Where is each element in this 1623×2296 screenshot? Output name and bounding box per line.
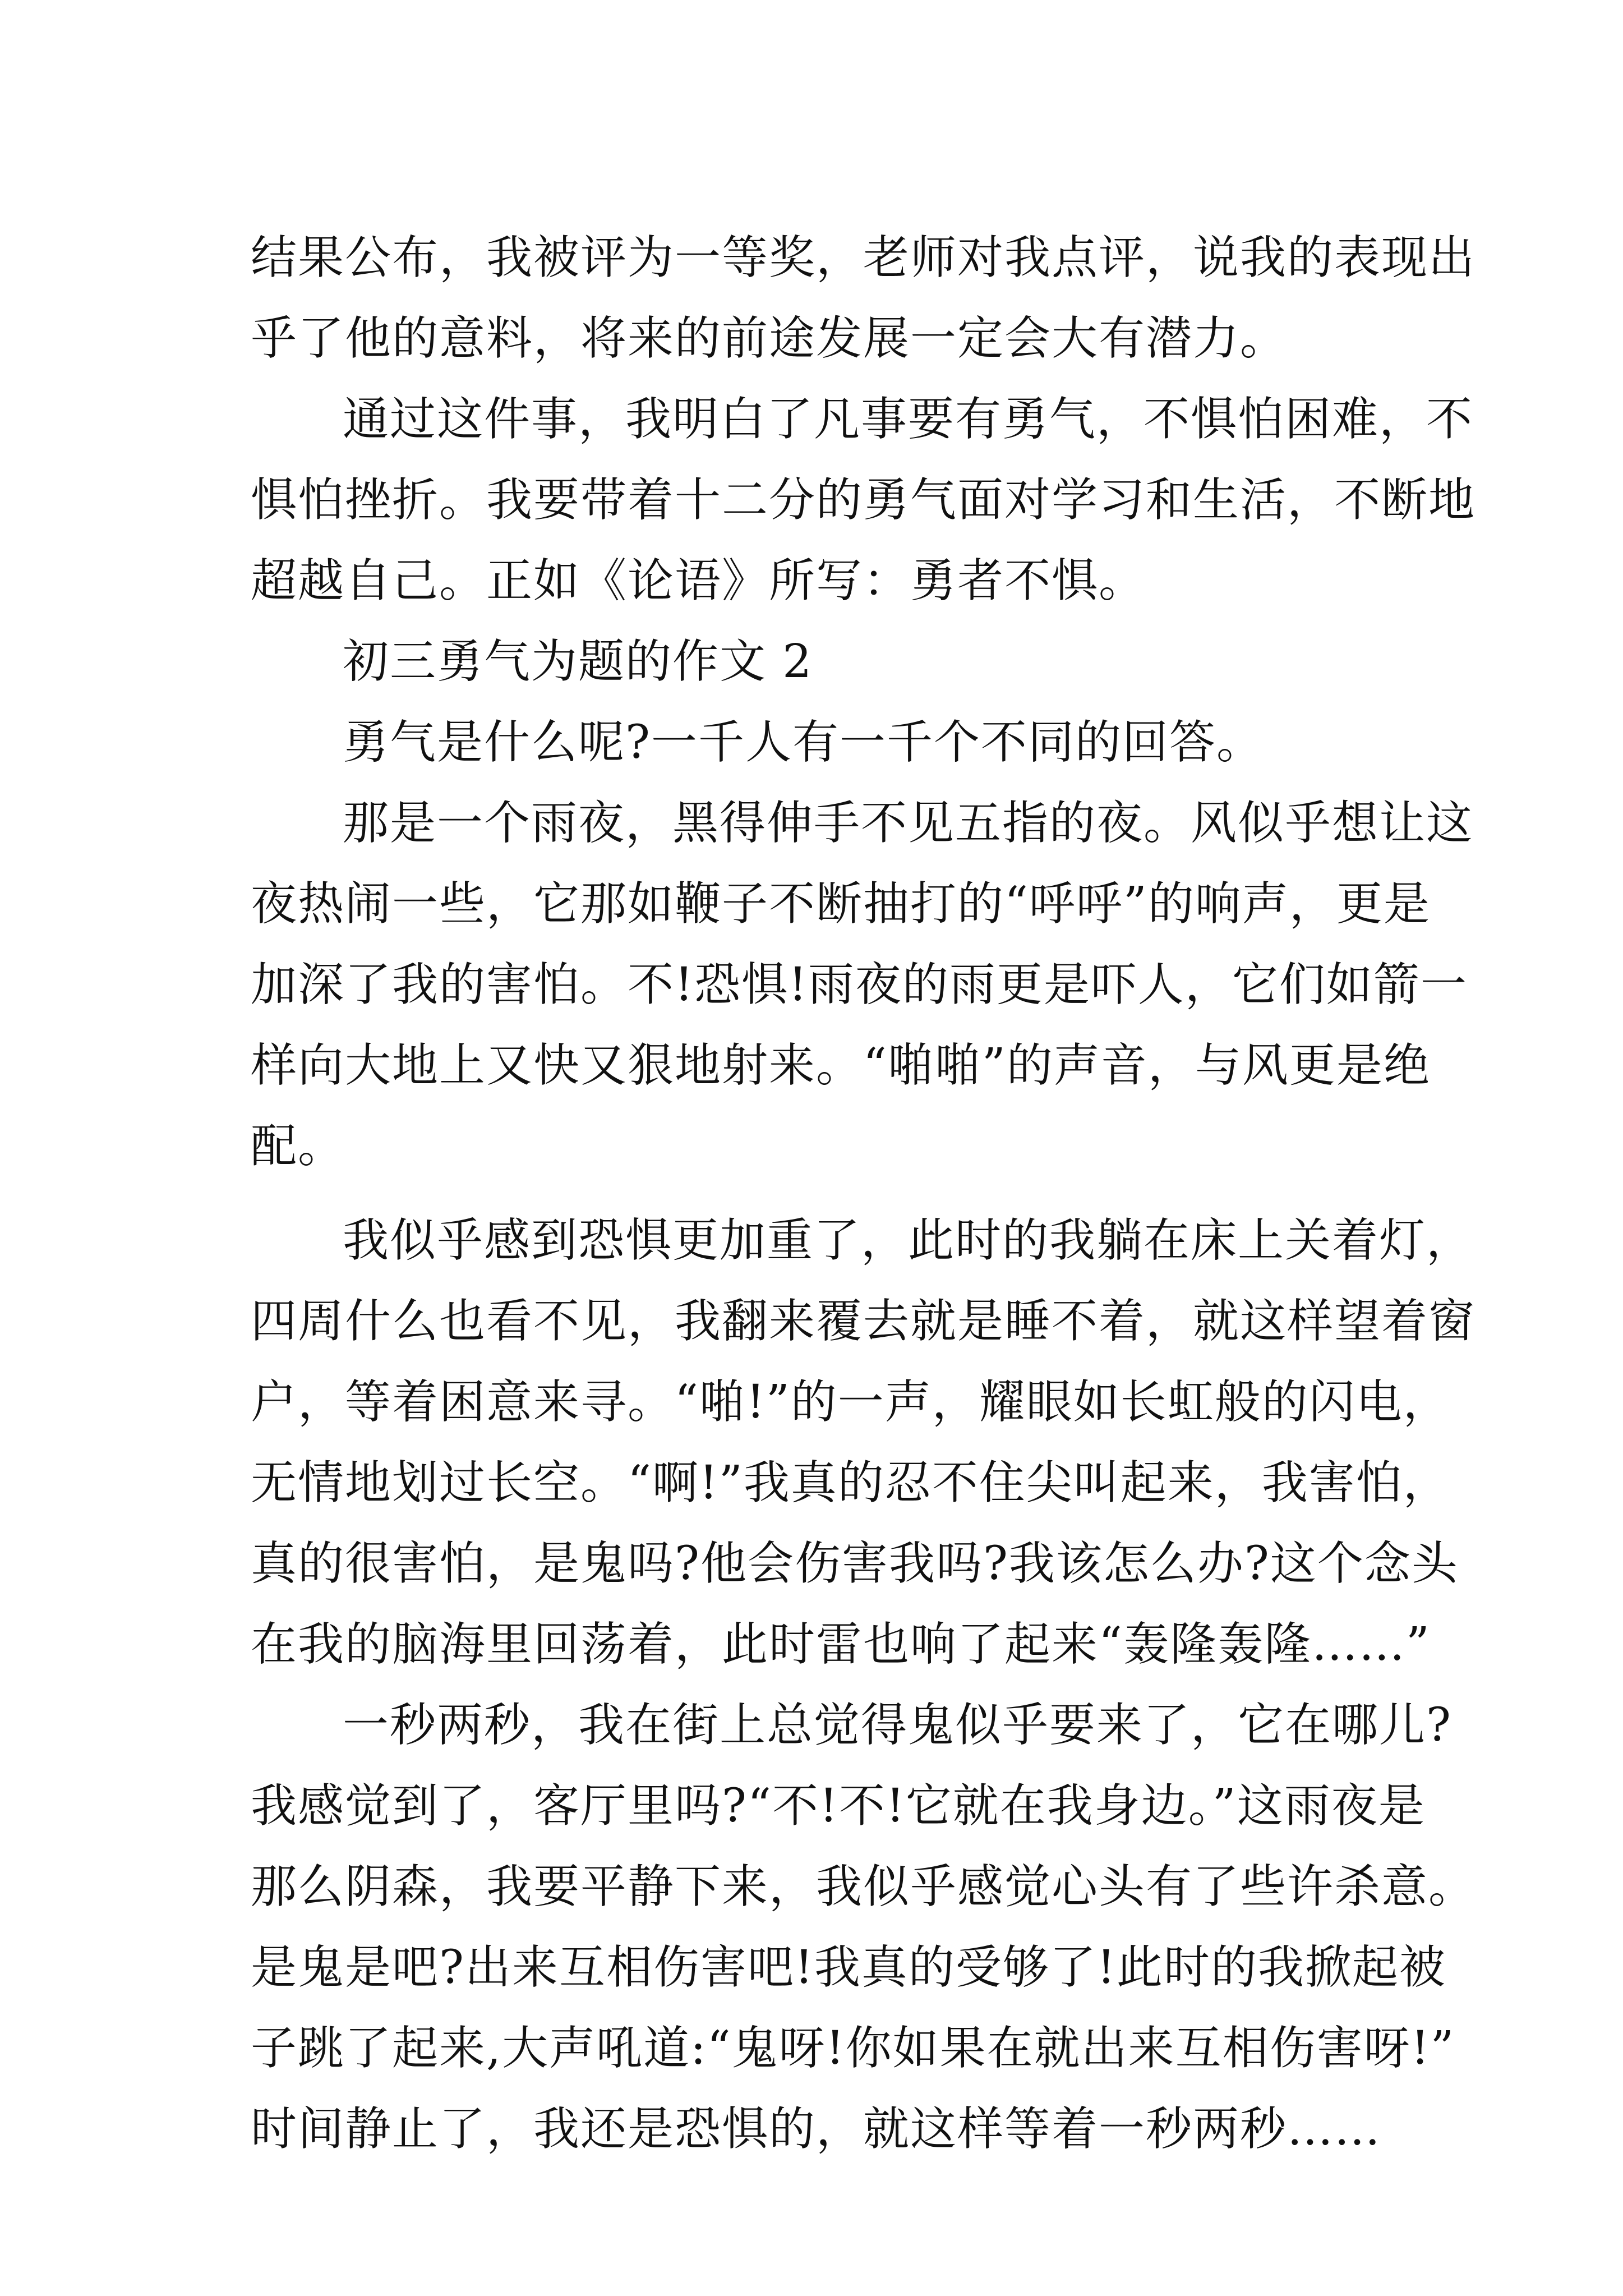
text-line: 样向大地上又快又狠地射来。“啪啪”的声音，与风更是绝 bbox=[251, 1039, 1431, 1092]
text-line: 惧怕挫折。我要带着十二分的勇气面对学习和生活，不断地 bbox=[251, 473, 1476, 527]
text-line: 加深了我的害怕。不!恐惧!雨夜的雨更是吓人，它们如箭一 bbox=[251, 958, 1468, 1011]
text-line: 时间静止了，我还是恐惧的，就这样等着一秒两秒…… bbox=[251, 2102, 1382, 2156]
text-line: 户，等着困意来寻。“啪!”的一声，耀眼如长虹般的闪电， bbox=[251, 1375, 1450, 1429]
text-line: 无情地划过长空。“啊!”我真的忍不住尖叫起来，我害怕， bbox=[251, 1456, 1450, 1510]
text-line: 是鬼是吧?出来互相伤害吧!我真的受够了!此时的我掀起被 bbox=[251, 1941, 1446, 1994]
text-line: 夜热闹一些，它那如鞭子不断抽打的“呼呼”的响声，更是 bbox=[251, 877, 1431, 931]
text-line: 那是一个雨夜，黑得伸手不见五指的夜。风似乎想让这 bbox=[343, 797, 1474, 850]
text-line: 乎了他的意料，将来的前途发展一定会大有潜力。 bbox=[251, 312, 1288, 365]
text-line: 通过这件事，我明白了凡事要有勇气，不惧怕困难，不 bbox=[343, 393, 1474, 446]
document-body bbox=[251, 218, 1476, 2170]
paragraph-spacer bbox=[251, 1187, 1372, 1200]
text-line: 勇气是什么呢?一千人有一千个不同的回答。 bbox=[343, 716, 1264, 769]
section-heading: 初三勇气为题的作文 2 bbox=[343, 635, 813, 688]
text-line: 结果公布，我被评为一等奖，老师对我点评，说我的表现出 bbox=[251, 231, 1476, 284]
text-line: 我似乎感到恐惧更加重了，此时的我躺在床上关着灯， bbox=[343, 1214, 1474, 1267]
text-line: 超越自己。正如《论语》所写：勇者不惧。 bbox=[251, 554, 1146, 608]
text-line: 一秒两秒，我在街上总觉得鬼似乎要来了，它在哪儿? bbox=[343, 1699, 1452, 1752]
text-line: 配。 bbox=[251, 1120, 345, 1173]
text-line: 我感觉到了，客厅里吗?“不!不!它就在我身边。”这雨夜是 bbox=[251, 1779, 1426, 1833]
text-line: 真的很害怕，是鬼吗?他会伤害我吗?我该怎么办?这个念头 bbox=[251, 1537, 1459, 1590]
text-line: 那么阴森，我要平静下来，我似乎感觉心头有了些许杀意。 bbox=[251, 1860, 1476, 1913]
text-line: 子跳了起来,大声吼道:“鬼呀!你如果在就出来互相伤害呀!” bbox=[251, 2022, 1455, 2075]
text-line: 四周什么也看不见，我翻来覆去就是睡不着，就这样望着窗 bbox=[251, 1295, 1476, 1348]
text-line: 在我的脑海里回荡着，此时雷也响了起来“轰隆轰隆……” bbox=[251, 1618, 1431, 1671]
